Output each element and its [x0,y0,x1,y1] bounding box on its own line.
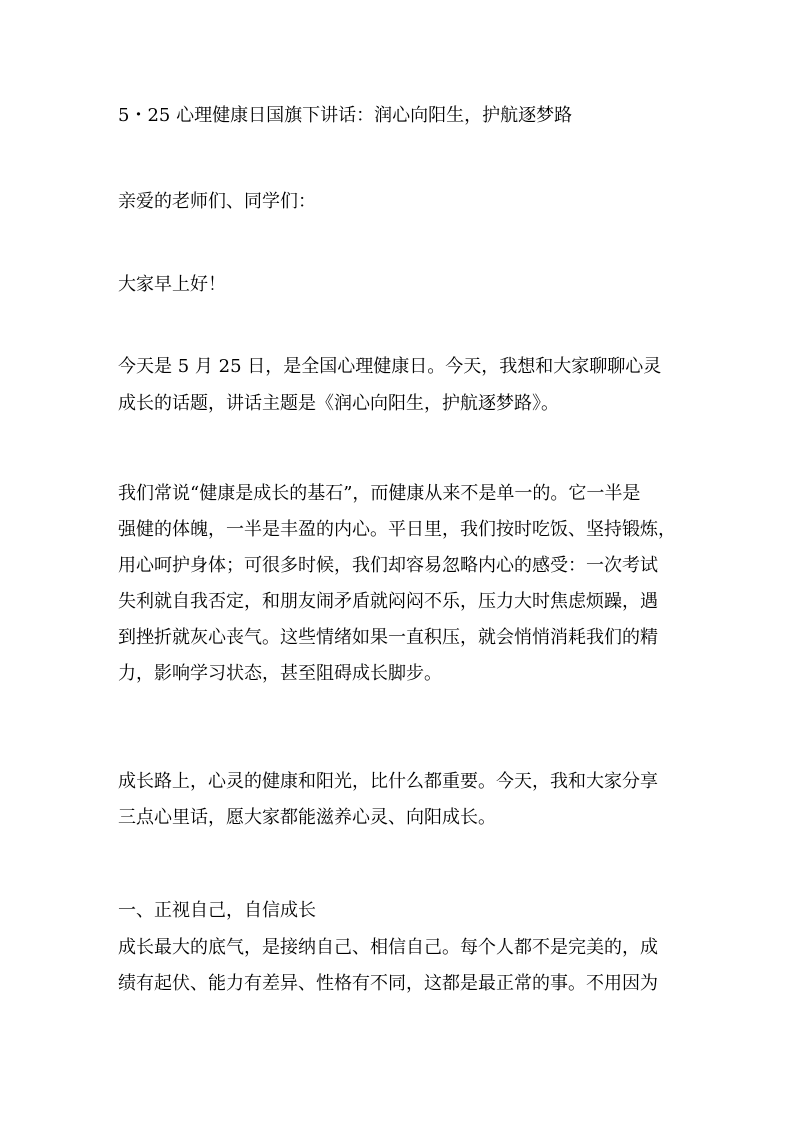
morning-greeting: 大家早上好！ [118,274,226,295]
paragraph-line: 三点心里话，愿大家都能滋养心灵、向阳成长。 [118,807,496,828]
paragraph-line: 用心呵护身体；可很多时候，我们却容易忽略内心的感受：一次考试 [118,555,658,576]
section-heading: 一、正视自己，自信成长 [118,900,316,921]
paragraph-line: 绩有起伏、能力有差异、性格有不同，这都是最正常的事。不用因为 [118,973,658,994]
paragraph-line: 成长路上，心灵的健康和阳光，比什么都重要。今天，我和大家分享 [118,771,658,792]
paragraph-line: 到挫折就灰心丧气。这些情绪如果一直积压，就会悄悄消耗我们的精 [118,627,658,648]
document-title: 5・25 心理健康日国旗下讲话：润心向阳生，护航逐梦路 [118,105,573,126]
paragraph-line: 成长的话题，讲话主题是《润心向阳生，护航逐梦路》。 [118,393,559,414]
paragraph-line: 失利就自我否定，和朋友闹矛盾就闷闷不乐，压力大时焦虑烦躁，遇 [118,591,658,612]
paragraph-line: 今天是 5 月 25 日，是全国心理健康日。今天，我想和大家聊聊心灵 [118,356,662,377]
greeting: 亲爱的老师们、同学们： [118,191,316,212]
paragraph-line: 强健的体魄，一半是丰盈的内心。平日里，我们按时吃饭、坚持锻炼， [118,519,676,540]
paragraph-line: 我们常说“健康是成长的基石”，而健康从来不是单一的。它一半是 [118,483,641,504]
paragraph-line: 力，影响学习状态，甚至阻碍成长脚步。 [118,663,442,684]
paragraph-line: 成长最大的底气，是接纳自己、相信自己。每个人都不是完美的，成 [118,937,658,958]
